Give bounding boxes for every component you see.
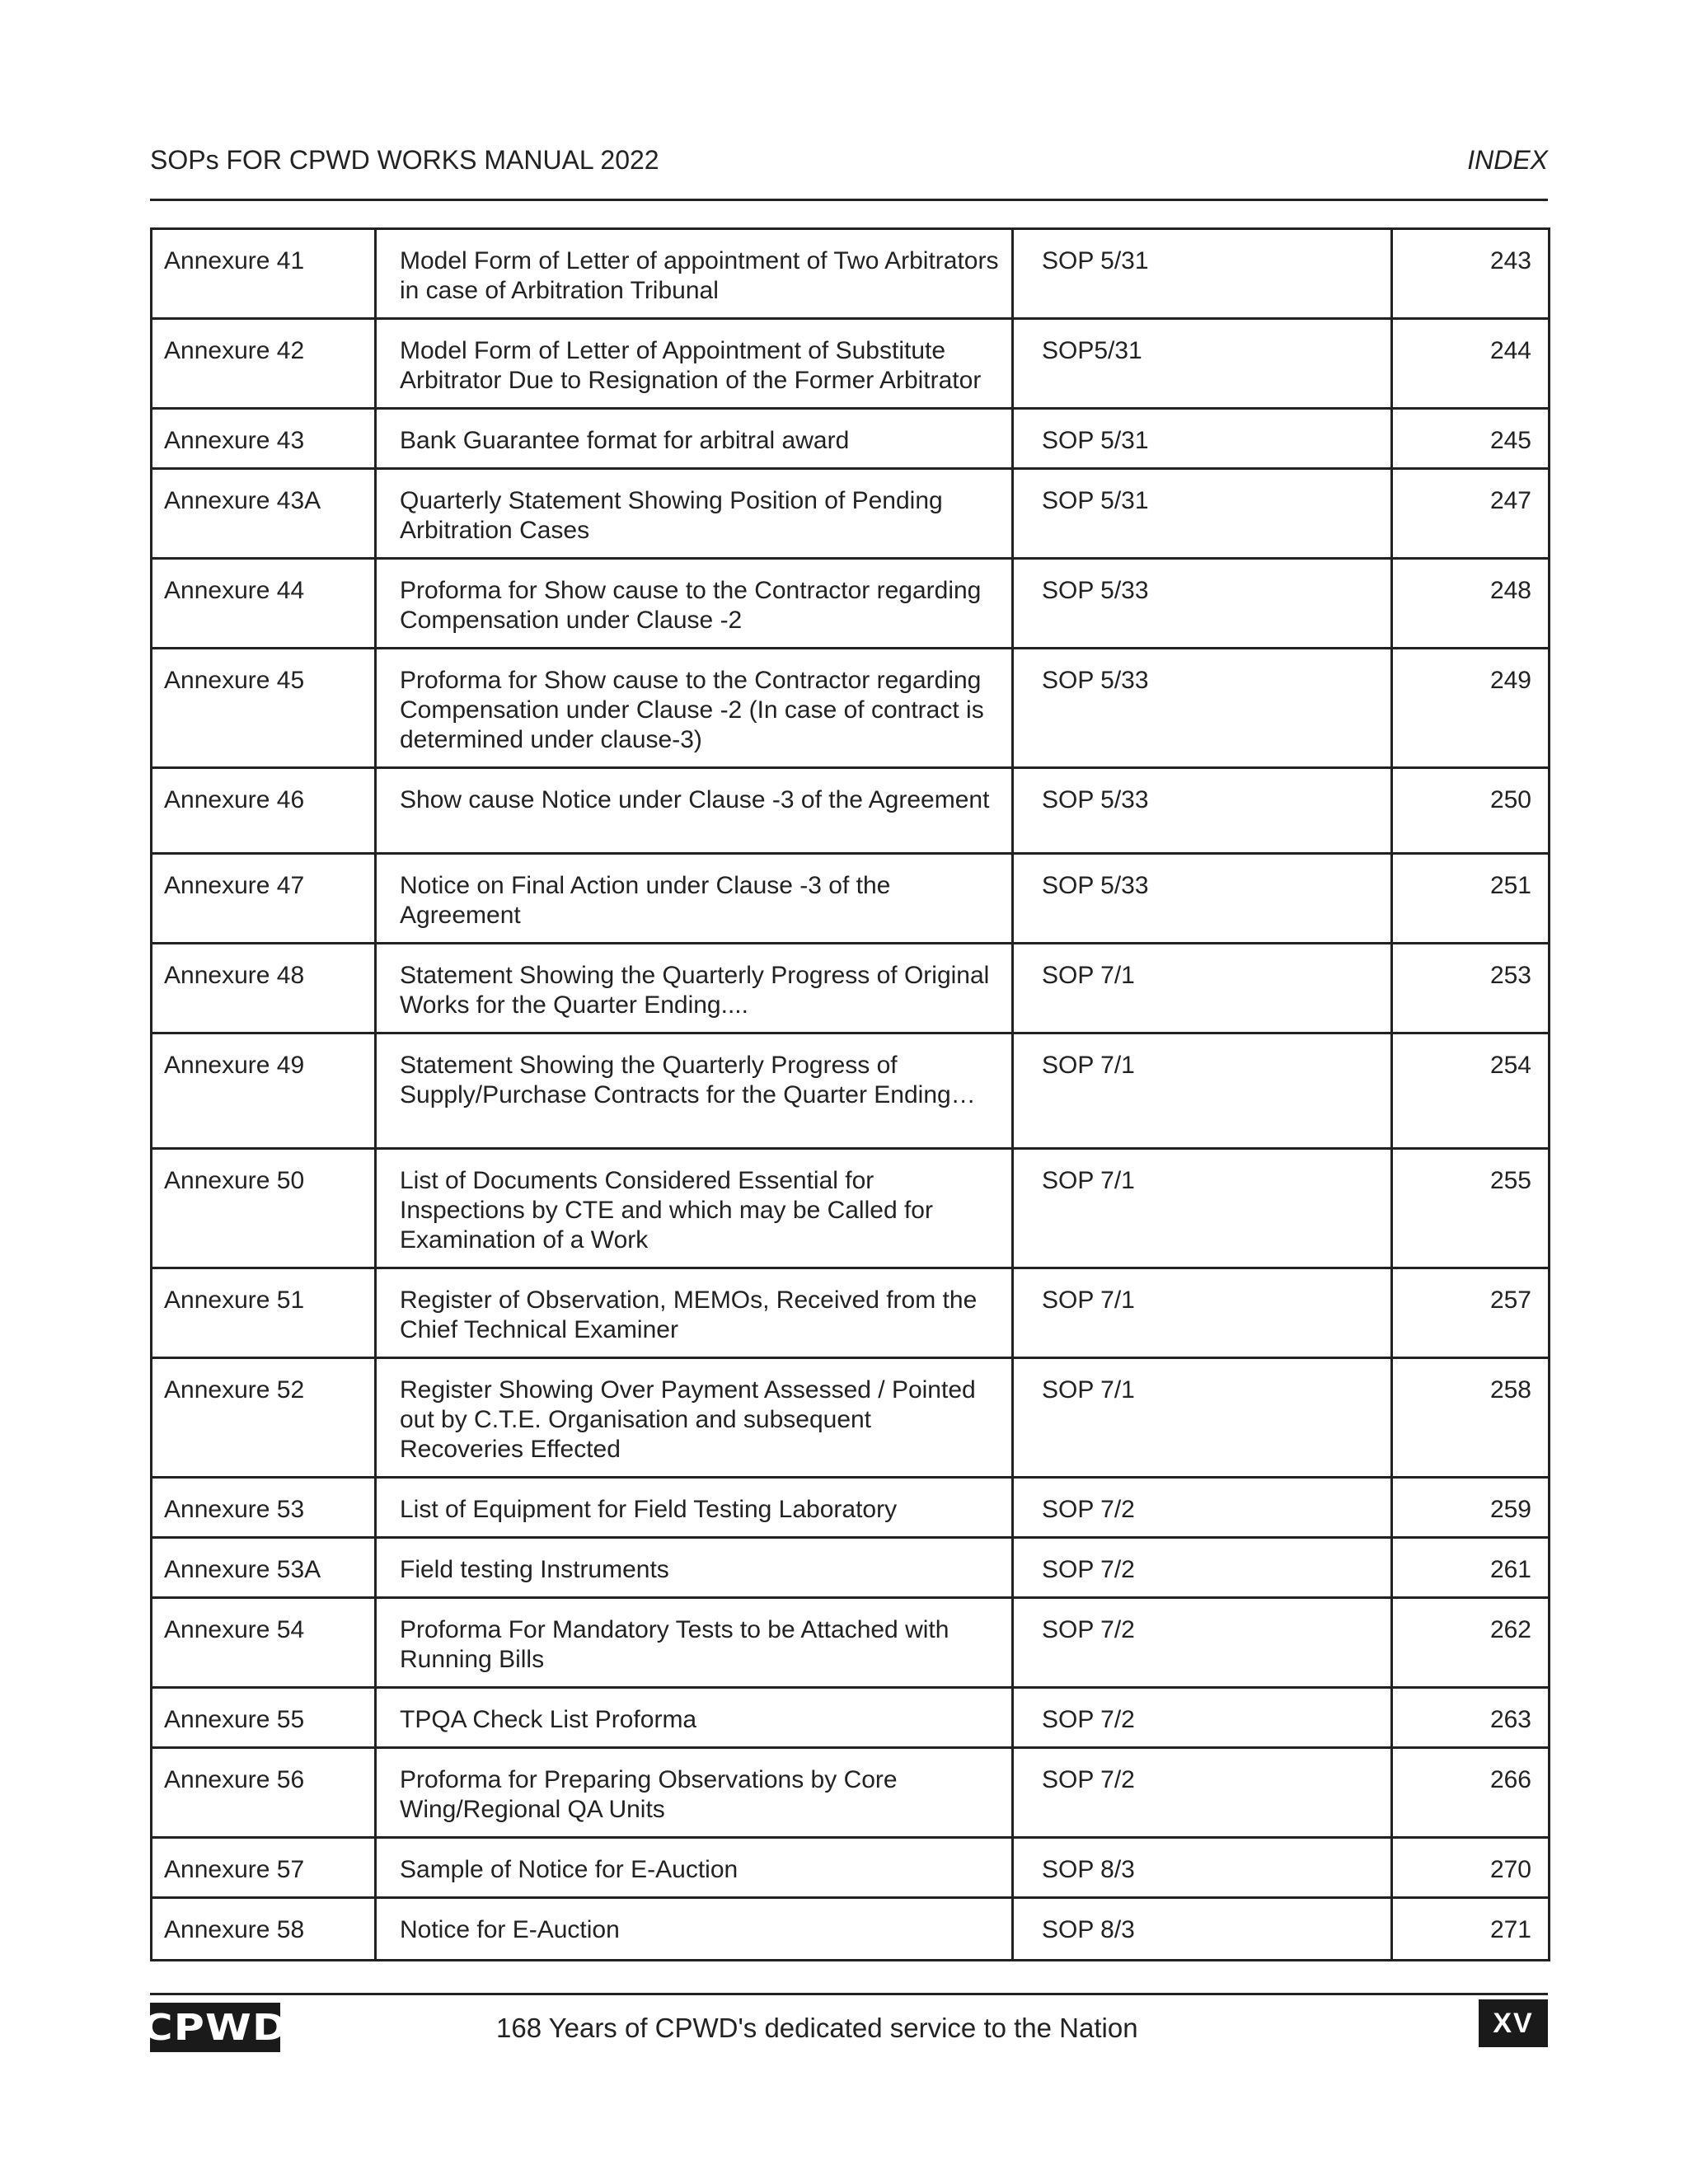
annexure-number: Annexure 52 <box>152 1358 376 1478</box>
annexure-number: Annexure 51 <box>152 1268 376 1358</box>
table-row <box>152 409 1550 469</box>
annexure-title: Show cause Notice under Clause -3 of the Agreement <box>376 768 1013 854</box>
page-footer <box>142 1993 1548 2053</box>
sop-reference: SOP 7/1 <box>1013 1149 1392 1268</box>
annexure-title: Statement Showing the Quarterly Progress of Original Works for the Quarter Ending.... <box>376 944 1013 1033</box>
table-row <box>152 944 1550 1033</box>
annexure-number: Annexure 50 <box>152 1149 376 1268</box>
annexure-title: Statement Showing the Quarterly Progress of Supply/Purchase Contracts for the Quarter Ending… <box>376 1033 1013 1149</box>
annexure-number: Annexure 53 <box>152 1478 376 1538</box>
annexure-number: Annexure 57 <box>152 1838 376 1898</box>
page-number: 255 <box>1392 1149 1550 1268</box>
sop-reference: SOP 5/33 <box>1013 854 1392 944</box>
table-row <box>152 469 1550 559</box>
sop-reference: SOP 7/2 <box>1013 1688 1392 1748</box>
table-row <box>152 854 1550 944</box>
annexure-number: Annexure 45 <box>152 649 376 768</box>
table-row <box>152 1598 1550 1688</box>
annexure-number: Annexure 43A <box>152 469 376 559</box>
table-row <box>152 1898 1550 1961</box>
annexure-title: List of Equipment for Field Testing Laboratory <box>376 1478 1013 1538</box>
annexure-number: Annexure 44 <box>152 559 376 649</box>
annexure-number: Annexure 48 <box>152 944 376 1033</box>
page-number: 257 <box>1392 1268 1550 1358</box>
sop-reference: SOP 8/3 <box>1013 1898 1392 1961</box>
page-number: 243 <box>1392 229 1550 319</box>
annexure-number: Annexure 53A <box>152 1538 376 1598</box>
table-row <box>152 1033 1550 1149</box>
page-number: 248 <box>1392 559 1550 649</box>
sop-reference: SOP 7/2 <box>1013 1478 1392 1538</box>
cpwd-logo <box>142 2003 288 2052</box>
page-number: 254 <box>1392 1033 1550 1149</box>
page-number: 251 <box>1392 854 1550 944</box>
page-number: 263 <box>1392 1688 1550 1748</box>
table-row <box>152 229 1550 319</box>
sop-reference: SOP 8/3 <box>1013 1838 1392 1898</box>
table-row <box>152 319 1550 409</box>
table-row <box>152 1358 1550 1478</box>
sop-reference: SOP 7/2 <box>1013 1538 1392 1598</box>
sop-reference: SOP5/31 <box>1013 319 1392 409</box>
annexure-title: Model Form of Letter of Appointment of Substitute Arbitrator Due to Resignation of the Former Arbitrator <box>376 319 1013 409</box>
table-row <box>152 1838 1550 1898</box>
annexure-title: Quarterly Statement Showing Position of Pending Arbitration Cases <box>376 469 1013 559</box>
annexure-title: Proforma for Show cause to the Contractor regarding Compensation under Clause -2 <box>376 559 1013 649</box>
table-row <box>152 559 1550 649</box>
annexure-number: Annexure 56 <box>152 1748 376 1838</box>
page-number: 244 <box>1392 319 1550 409</box>
page-number: 247 <box>1392 469 1550 559</box>
section-label: INDEX <box>1467 145 1548 175</box>
page-number: 253 <box>1392 944 1550 1033</box>
annexure-title: Bank Guarantee format for arbitral award <box>376 409 1013 469</box>
table-row <box>152 1538 1550 1598</box>
annexure-title: Field testing Instruments <box>376 1538 1013 1598</box>
sop-reference: SOP 7/2 <box>1013 1598 1392 1688</box>
sop-reference: SOP 5/31 <box>1013 469 1392 559</box>
sop-reference: SOP 7/2 <box>1013 1748 1392 1838</box>
sop-reference: SOP 5/33 <box>1013 559 1392 649</box>
table-row <box>152 1149 1550 1268</box>
annexure-title: Proforma for Preparing Observations by Core Wing/Regional QA Units <box>376 1748 1013 1838</box>
annexure-number: Annexure 42 <box>152 319 376 409</box>
logo-text: CPWD <box>142 2006 288 2049</box>
page-header <box>150 142 1548 201</box>
annexure-number: Annexure 55 <box>152 1688 376 1748</box>
sop-reference: SOP 5/33 <box>1013 649 1392 768</box>
table-row <box>152 649 1550 768</box>
page-number: 258 <box>1392 1358 1550 1478</box>
annexure-number: Annexure 43 <box>152 409 376 469</box>
annexure-title: Model Form of Letter of appointment of Two Arbitrators in case of Arbitration Tribunal <box>376 229 1013 319</box>
sop-reference: SOP 5/31 <box>1013 409 1392 469</box>
page-number: 262 <box>1392 1598 1550 1688</box>
footer-tagline: 168 Years of CPWD's dedicated service to the Nation <box>496 2013 1138 2043</box>
sop-reference: SOP 5/33 <box>1013 768 1392 854</box>
annexure-title: Register Showing Over Payment Assessed / Pointed out by C.T.E. Organisation and subsequent Recoveries Effected <box>376 1358 1013 1478</box>
annexure-title: Sample of Notice for E-Auction <box>376 1838 1013 1898</box>
annexure-title: TPQA Check List Proforma <box>376 1688 1013 1748</box>
table-row <box>152 768 1550 854</box>
sop-reference: SOP 7/1 <box>1013 1358 1392 1478</box>
annexure-title: Proforma for Show cause to the Contractor regarding Compensation under Clause -2 (In case of contract is determined under clause-3) <box>376 649 1013 768</box>
sop-reference: SOP 7/1 <box>1013 944 1392 1033</box>
annexure-title: Register of Observation, MEMOs, Received from the Chief Technical Examiner <box>376 1268 1013 1358</box>
page-number: 261 <box>1392 1538 1550 1598</box>
annexure-number: Annexure 49 <box>152 1033 376 1149</box>
page-number: 270 <box>1392 1838 1550 1898</box>
annexure-number: Annexure 46 <box>152 768 376 854</box>
table-row <box>152 1268 1550 1358</box>
sop-reference: SOP 7/1 <box>1013 1268 1392 1358</box>
annexure-index-table <box>150 227 1550 1961</box>
page-number-badge: XV <box>1479 1999 1548 2047</box>
annexure-title: Notice on Final Action under Clause -3 of the Agreement <box>376 854 1013 944</box>
annexure-number: Annexure 58 <box>152 1898 376 1961</box>
page-number: 245 <box>1392 409 1550 469</box>
page-number: 271 <box>1392 1898 1550 1961</box>
annexure-number: Annexure 41 <box>152 229 376 319</box>
annexure-number: Annexure 47 <box>152 854 376 944</box>
sop-reference: SOP 5/31 <box>1013 229 1392 319</box>
page-number: 259 <box>1392 1478 1550 1538</box>
page-number: 266 <box>1392 1748 1550 1838</box>
sop-reference: SOP 7/1 <box>1013 1033 1392 1149</box>
page-number: 250 <box>1392 768 1550 854</box>
table-row <box>152 1748 1550 1838</box>
page-number: 249 <box>1392 649 1550 768</box>
annexure-title: List of Documents Considered Essential for Inspections by CTE and which may be Called for Examination of a Work <box>376 1149 1013 1268</box>
annexure-title: Proforma For Mandatory Tests to be Attached with Running Bills <box>376 1598 1013 1688</box>
table-row <box>152 1688 1550 1748</box>
document-title: SOPs FOR CPWD WORKS MANUAL 2022 <box>150 145 659 175</box>
annexure-number: Annexure 54 <box>152 1598 376 1688</box>
annexure-title: Notice for E-Auction <box>376 1898 1013 1961</box>
table-row <box>152 1478 1550 1538</box>
